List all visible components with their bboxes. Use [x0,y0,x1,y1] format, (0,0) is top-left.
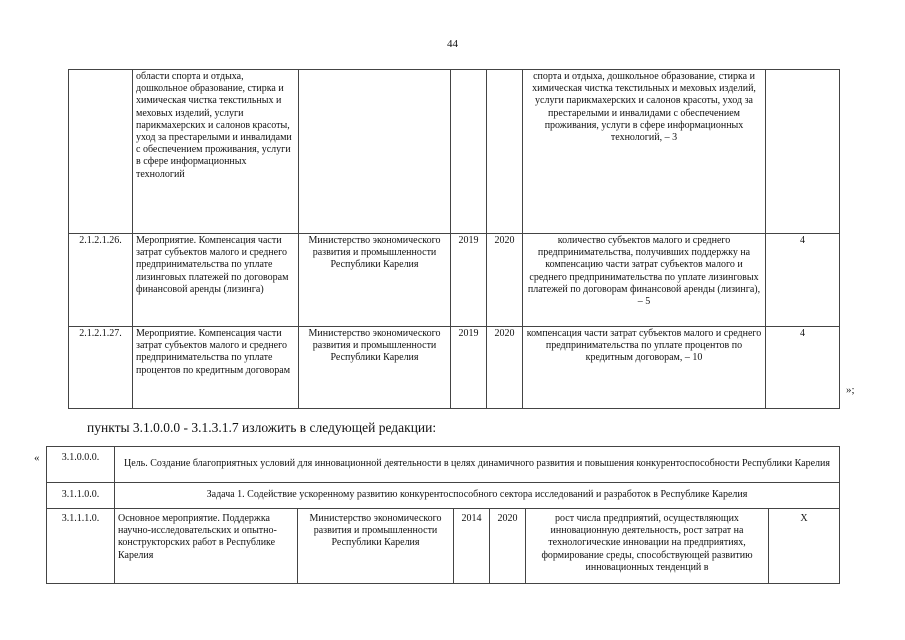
row-value: 4 [766,234,840,327]
row-indicator: количество субъектов малого и среднего предпринимательства, получивших поддержку на компенсацию части затрат субъектов малого и среднего предпринимательства по уплате лизинговых платежей по договорам финансовой аренды (лизинга), – 5 [523,234,766,327]
task-text: Задача 1. Содействие ускоренному развитию конкурентоспособного сектора исследований и разработок в Республике Карелия [115,483,840,509]
goal-row [47,447,840,483]
task-row [47,483,840,509]
row-value [766,70,840,234]
row-code [69,70,133,234]
closing-quote-mark: »; [846,384,855,396]
row-end-year: 2020 [487,234,523,327]
row-indicator: спорта и отдыха, дошкольное образование, стирка и химическая чистка текстильных и меховых изделий, услуги парикмахерских и салонов красоты, уход за престарелыми и инвалидами с обеспечением проживания, услуги в сфере информационных технологий, – 3 [523,70,766,234]
row-name: Мероприятие. Компенсация части затрат субъектов малого и среднего предпринимательства по уплате процентов по кредитным договорам [133,327,299,409]
row-indicator: рост числа предприятий, осуществляющих инновационную деятельность, рост затрат на технологические инновации на предприятиях, формирование среды, способствующей развитию инновационных тенденций в [526,509,769,584]
row-value: Х [769,509,840,584]
row-code: 2.1.2.1.27. [69,327,133,409]
table-row [47,509,840,584]
row-start-year: 2019 [451,327,487,409]
row-executor: Министерство экономического развития и промышленности Республики Карелия [298,509,454,584]
table-row [69,70,840,234]
row-end-year [487,70,523,234]
page-number: 44 [447,38,458,50]
row-start-year [451,70,487,234]
table-row [69,327,840,409]
task-code: 3.1.1.0.0. [47,483,115,509]
row-name: области спорта и отдыха, дошкольное образование, стирка и химическая чистка текстильных и меховых изделий, услуги парикмахерских и салонов красоты, уход за престарелыми и инвалидами с обеспечением проживания, услуги в сфере информационных технологий [133,70,299,234]
goal-code: 3.1.0.0.0. [47,447,115,483]
row-code: 2.1.2.1.26. [69,234,133,327]
row-code: 3.1.1.1.0. [47,509,115,584]
row-indicator: компенсация части затрат субъектов малого и среднего предпринимательства по уплате процентов по кредитным договорам, – 10 [523,327,766,409]
program-table-continued [68,69,840,409]
row-end-year: 2020 [487,327,523,409]
table-row [69,234,840,327]
amendment-heading: пункты 3.1.0.0.0 - 3.1.3.1.7 изложить в следующей редакции: [87,420,437,435]
goal-text: Цель. Создание благоприятных условий для инновационной деятельности в целях динамичного развития и повышения конкурентоспособности Республики Карелия [115,447,840,483]
opening-quote-mark: « [34,452,40,464]
program-table-new-edition [46,446,840,584]
row-executor: Министерство экономического развития и промышленности Республики Карелия [299,234,451,327]
row-executor: Министерство экономического развития и промышленности Республики Карелия [299,327,451,409]
row-start-year: 2019 [451,234,487,327]
row-executor [299,70,451,234]
row-start-year: 2014 [454,509,490,584]
row-name: Мероприятие. Компенсация части затрат субъектов малого и среднего предпринимательства по уплате лизинговых платежей по договорам финансовой аренды (лизинга) [133,234,299,327]
row-value: 4 [766,327,840,409]
row-name: Основное мероприятие. Поддержка научно-исследовательских и опытно-конструкторских работ в Республике Карелия [115,509,298,584]
row-end-year: 2020 [490,509,526,584]
